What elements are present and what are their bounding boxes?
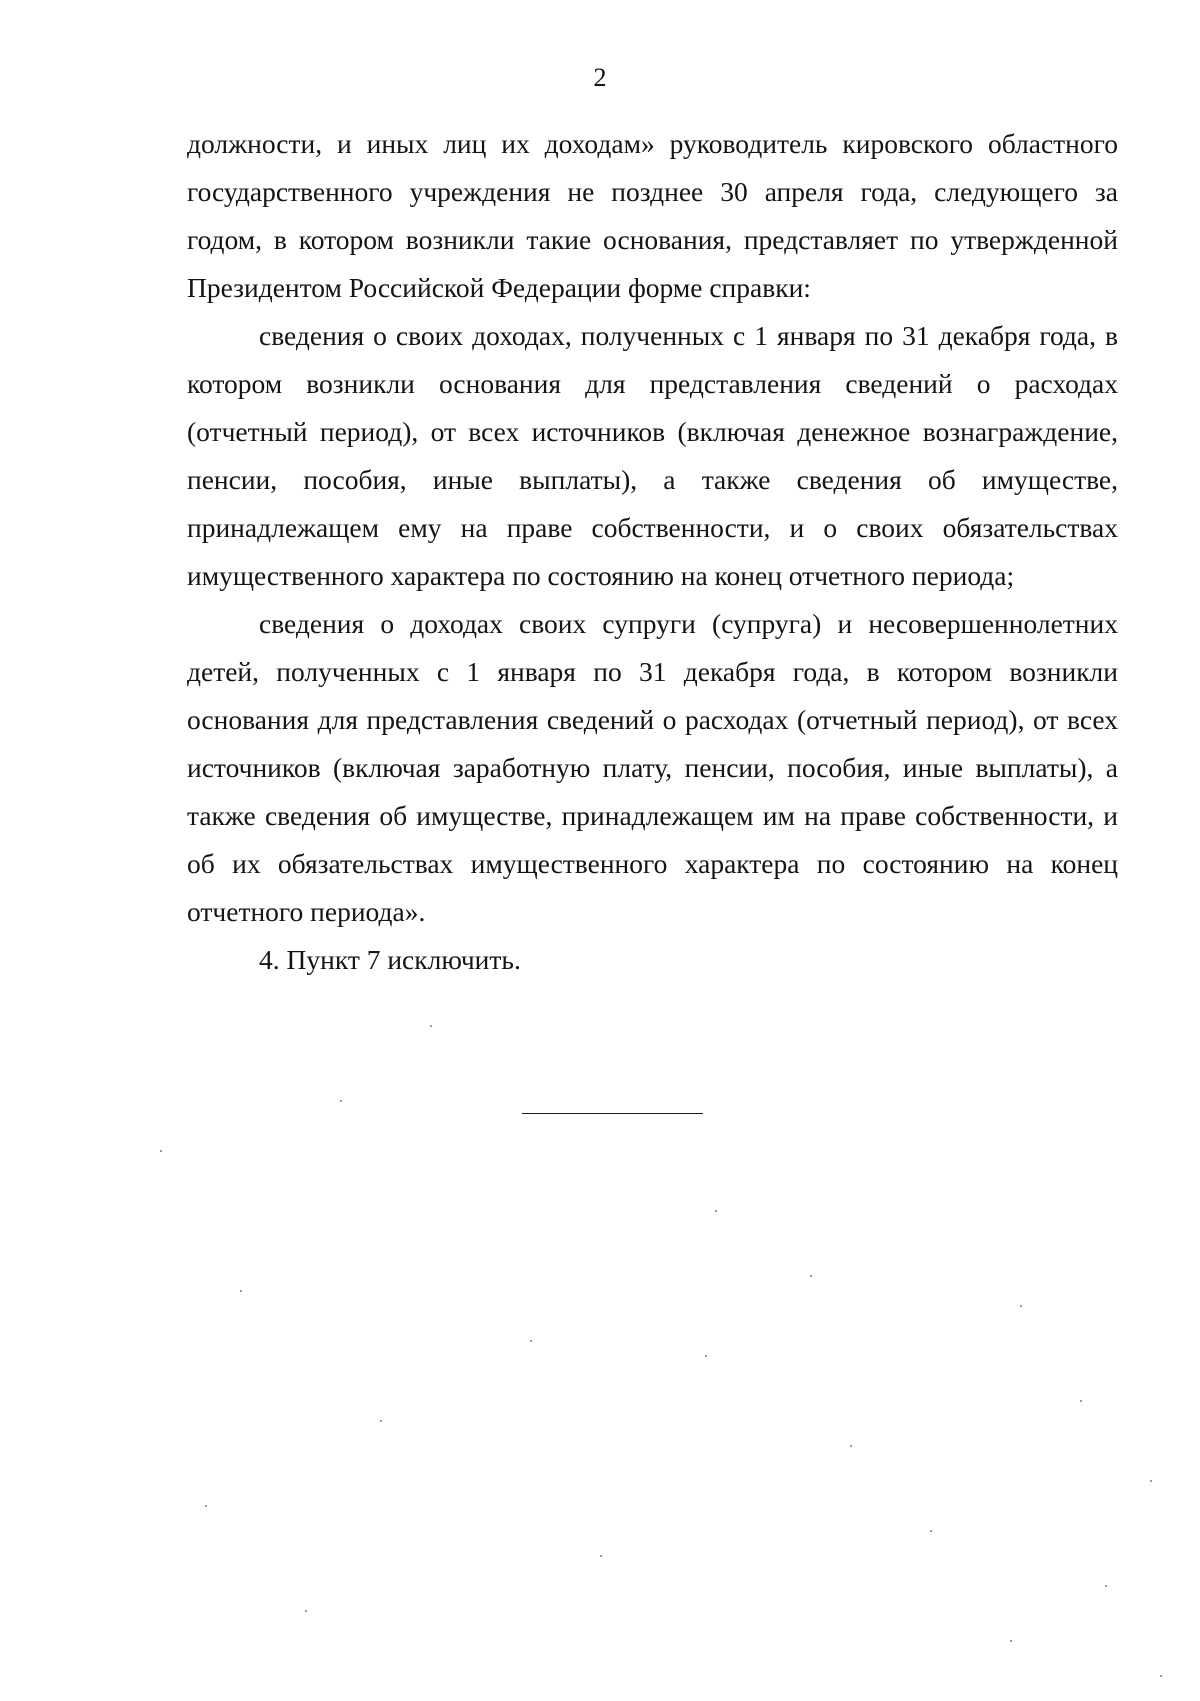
scan-speck (380, 1420, 382, 1422)
scan-speck (430, 1025, 432, 1027)
scan-speck (1020, 1305, 1022, 1307)
scan-speck (1105, 1585, 1107, 1587)
paragraph-item-4: 4. Пункт 7 исключить. (259, 944, 521, 975)
scan-speck (715, 1210, 717, 1212)
scan-speck (1010, 1640, 1012, 1642)
paragraph-continuation: должности, и иных лиц их доходам» руководитель кировского областного государственного учреждения не позднее 30 апреля года, следующего за годом, в котором возникли такие основания, представляет по утвержденной Президентом Российской Федерации форме справки: (187, 128, 1118, 303)
paragraph-own-income: сведения о своих доходах, полученных с 1 января по 31 декабря года, в котором возникли основания для представления сведений о расходах (отчетный период), от всех источников (включая денежное вознаграждение, пенсии, пособия, иные выплаты), а также сведения об имуществе, принадлежащем ему на праве собственности, и о своих обязательствах имущественного характера по состоянию на конец отчетного периода; (187, 320, 1118, 591)
scan-speck (1160, 1675, 1162, 1677)
scan-speck (240, 1290, 242, 1292)
scan-speck (340, 1100, 342, 1102)
page-number: 2 (593, 63, 607, 92)
scan-speck (705, 1355, 707, 1357)
scan-speck (530, 1340, 532, 1342)
scan-speck (1150, 1480, 1152, 1482)
closing-divider (522, 1113, 703, 1114)
scan-speck (305, 1610, 307, 1612)
scan-speck (205, 1505, 207, 1507)
scan-speck (930, 1530, 932, 1532)
paragraph-family-income: сведения о доходах своих супруги (супруга) и несовершеннолетних детей, полученных с 1 января по 31 декабря года, в котором возникли основания для представления сведений о расходах (отчетный период), от всех источников (включая заработную плату, пенсии, пособия, иные выплаты), а также сведения об имуществе, принадлежащем им на праве собственности, и об их обязательствах имущественного характера по состоянию на конец отчетного периода». (187, 608, 1118, 927)
scan-speck (600, 1555, 602, 1557)
scan-speck (850, 1445, 852, 1447)
scan-speck (1080, 1400, 1082, 1402)
scan-speck (160, 1150, 162, 1152)
scan-speck (810, 1275, 812, 1277)
document-body (187, 120, 1118, 984)
